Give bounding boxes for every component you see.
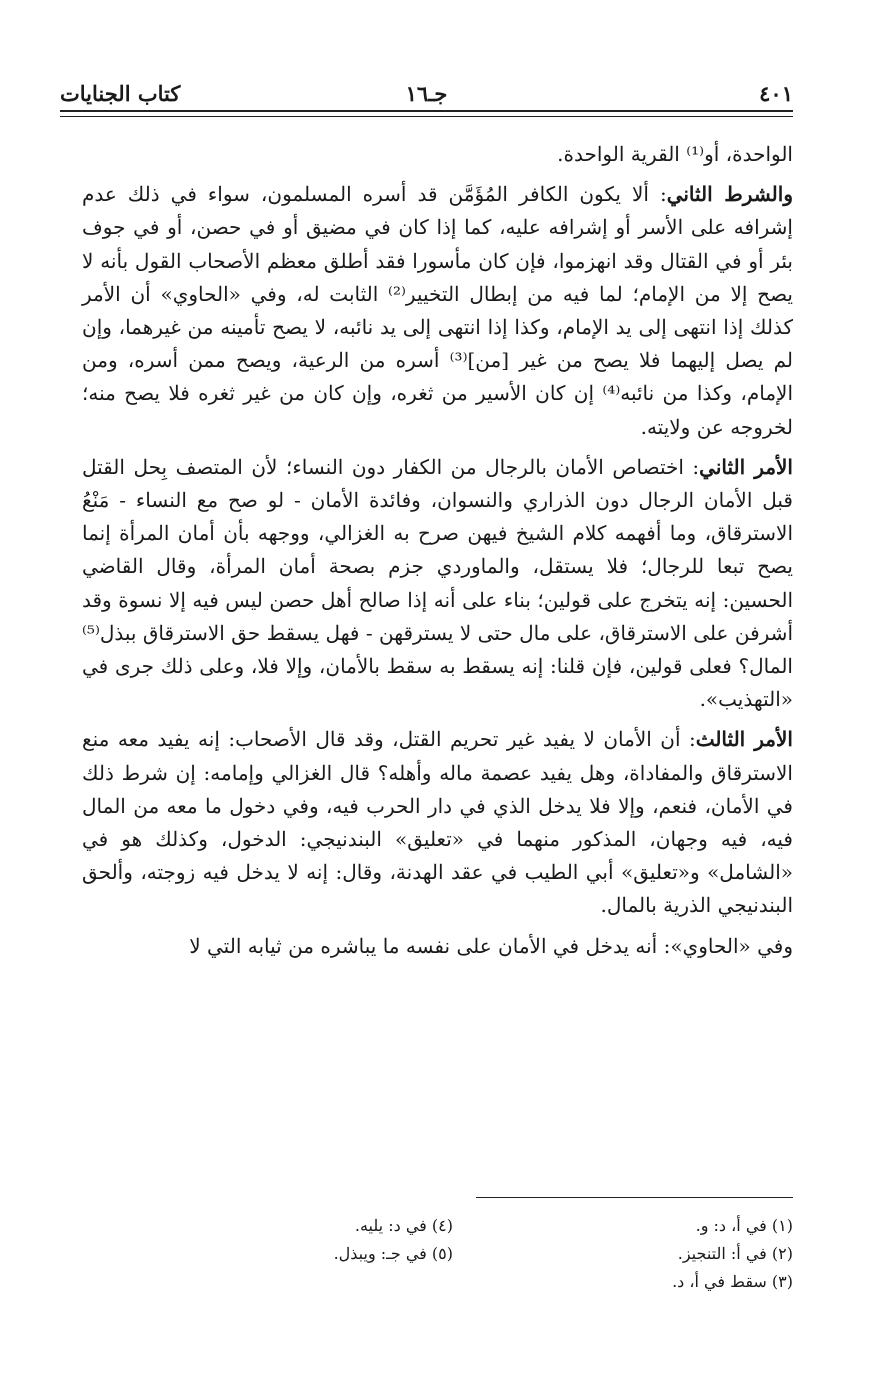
- paragraph-text: الواحدة، أو⁽¹⁾ القرية الواحدة.: [557, 142, 793, 166]
- main-text: [82, 138, 793, 970]
- footnote-column-left: [334, 1212, 453, 1268]
- paragraph-text: : اختصاص الأمان بالرجال من الكفار دون النساء؛ لأن المتصف بِحل القتل قبل الأمان الرجال دون الذراري والنسوان، وفائدة الأمان - لو صح مع النساء - مَنْعُ الاسترقاق، وما أفهمه كلام الشيخ فيهن صرح به الغزالي، ووجهه بأن أمان المرأة إنما يصح تبعا للرجال؛ فلا يستقل، والماوردي جزم بصحة أمان المرأة، وقال القاضي الحسين: إنه يتخرج على قولين؛ بناء على أنه إذا صالح أهل حصن ليس فيه إلا نسوة وقد أشرفن على الاسترقاق، على مال حتى لا يسترقهن - فهل يسقط حق الاسترقاق ببذل⁽⁵⁾ المال؟ فعلى قولين، فإن قلنا: إنه يسقط به سقط بالأمان، وإلا فلا، وعلى ذلك جرى في «التهذيب».: [82, 454, 793, 712]
- footnote-text: سقط في أ، د.: [672, 1272, 767, 1291]
- footnote: [672, 1240, 793, 1268]
- book-title: كتاب الجنايات: [60, 81, 181, 106]
- footnote-number: (٣): [771, 1272, 793, 1291]
- footnote: [672, 1212, 793, 1240]
- footnote: [334, 1212, 453, 1240]
- footnote-number: (٥): [431, 1244, 453, 1263]
- paragraph-heading: الأمر الثاني: [699, 454, 793, 479]
- footnote-text: في أ: التنجيز.: [677, 1244, 767, 1263]
- footnote-column-right: [672, 1212, 793, 1296]
- footnote-number: (٤): [431, 1216, 453, 1235]
- footnote-rule: [476, 1197, 793, 1198]
- paragraph-text: : أن الأمان لا يفيد غير تحريم القتل، وقد قال الأصحاب: إنه يفيد معه منع الاسترقاق والمفاداة، وهل يفيد عصمة ماله وأهله؟ قال الغزالي وإمامه: إن شرط ذلك في الأمان، فنعم، وإلا فلا يدخل الذي في دار الحرب فيه، وفي دخول ما معه من المال فيه، فيه وجهان، المذكور منهما في «تعليق» البندنيجي: الدخول، وكذلك هو في «الشامل» و«تعليق» أبي الطيب في عقد الهدنة، وقال: إنه لا يدخل فيه زوجته، وألحق البندنيجي الذرية بالمال.: [82, 727, 793, 918]
- footnote-text: في د: يليه.: [354, 1216, 427, 1235]
- volume-label: جـ١٦: [405, 81, 448, 106]
- header-rule-thin: [60, 116, 793, 117]
- page-header: [60, 72, 793, 106]
- paragraph: [82, 723, 793, 922]
- header-rule-thick: [60, 110, 793, 112]
- paragraph-heading: والشرط الثاني: [666, 182, 793, 207]
- paragraph-text: : ألا يكون الكافر المُؤَمَّن قد أسره المسلمون، سواء في ذلك عدم إشرافه على الأسر أو إشرافه عليه، كما إذا كان في مضيق أو في حصن، أو في جوف بئر أو في القتال وقد انهزموا، فإن كان مأسورا فقد أطلق معظم الأصحاب القول بأنه لا يصح إلا من الإمام؛ لما فيه من إبطال التخيير⁽²⁾ الثابت له، وفي «الحاوي» أن الأمر كذلك إذا انتهى إلى يد الإمام، وكذا إذا انتهى إلى يد نائبه، لا يصح تأمينه من غيرهما، وإن لم يصل إليهما فلا يصح من غير [من]⁽³⁾ أسره من الرعية، ويصح ممن أسره، ومن الإمام، وكذا من نائبه⁽⁴⁾ إن كان الأسير من ثغره، وإن كان من غير ثغره فلا يصح منه؛ لخروجه عن ولايته.: [82, 182, 794, 439]
- paragraph-text: وفي «الحاوي»: أنه يدخل في الأمان على نفسه ما يباشره من ثيابه التي لا: [189, 933, 793, 958]
- footnote-number: (١): [771, 1216, 793, 1235]
- paragraph: [82, 138, 793, 171]
- footnote: [672, 1268, 793, 1296]
- paragraph: [82, 178, 793, 444]
- paragraph-heading: الأمر الثالث: [695, 727, 793, 752]
- footnote: [334, 1240, 453, 1268]
- paragraph: [82, 451, 793, 717]
- paragraph: [82, 930, 793, 963]
- footnote-text: في أ، د: و.: [695, 1216, 767, 1235]
- footnote-text: في جـ: ويبذل.: [333, 1244, 427, 1263]
- page-number: ٤٠١: [759, 81, 793, 106]
- footnote-number: (٢): [771, 1244, 793, 1263]
